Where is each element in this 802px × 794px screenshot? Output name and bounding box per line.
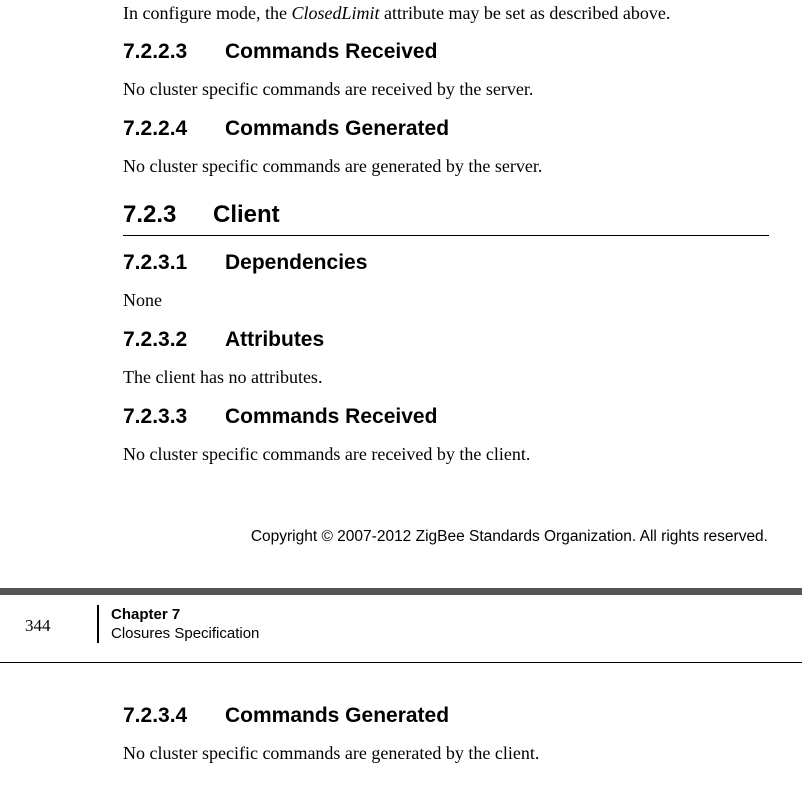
- header-vertical-rule: [97, 605, 99, 643]
- section-body-7-2-2-4: No cluster specific commands are generated by the server.: [123, 156, 543, 176]
- chapter-label: Chapter 7: [111, 606, 181, 623]
- section-number: 7.2.3.4: [123, 704, 188, 727]
- section-body-7-2-3-1: None: [123, 290, 162, 310]
- section-title: Commands Received: [225, 40, 438, 63]
- page-break-bar: [0, 588, 802, 595]
- section-number: 7.2.3.2: [123, 328, 188, 351]
- section-heading-7-2-2-4: [123, 116, 449, 142]
- copyright-notice: Copyright © 2007-2012 ZigBee Standards Organization. All rights reserved.: [250, 528, 768, 545]
- intro-text-italic: ClosedLimit: [291, 3, 380, 23]
- section-number: 7.2.3.1: [123, 251, 188, 274]
- section-heading-7-2-2-3: [123, 39, 437, 65]
- section-title: Commands Generated: [225, 704, 450, 727]
- chapter-title: Closures Specification: [111, 625, 260, 642]
- intro-text-after: attribute may be set as described above.: [379, 3, 671, 23]
- page-number: 344: [25, 616, 51, 635]
- section-heading-7-2-3-4: [123, 703, 449, 729]
- section-number: 7.2.2.3: [123, 40, 188, 63]
- section-heading-7-2-3-1: [123, 250, 367, 276]
- section-body-7-2-3-4: No cluster specific commands are generated by the client.: [123, 743, 540, 763]
- section-title: Attributes: [225, 328, 325, 351]
- intro-paragraph: [123, 2, 670, 24]
- intro-text-before: In configure mode, the: [123, 3, 292, 23]
- section-title: Commands Received: [225, 405, 438, 428]
- section-body-7-2-3-2: The client has no attributes.: [123, 367, 323, 387]
- section-divider: [123, 235, 769, 236]
- section-number: 7.2.3.3: [123, 405, 188, 428]
- section-heading-7-2-3-2: [123, 327, 324, 353]
- section-title: Commands Generated: [225, 117, 450, 140]
- section-body-7-2-3-3: No cluster specific commands are received by the client.: [123, 444, 531, 464]
- header-rule: [0, 662, 802, 663]
- section-number: 7.2.2.4: [123, 117, 188, 140]
- section-heading-7-2-3: [123, 200, 280, 230]
- section-heading-7-2-3-3: [123, 404, 437, 430]
- section-number: 7.2.3: [123, 201, 177, 228]
- section-title: Client: [213, 201, 280, 228]
- section-body-7-2-2-3: No cluster specific commands are received by the server.: [123, 79, 534, 99]
- section-title: Dependencies: [225, 251, 368, 274]
